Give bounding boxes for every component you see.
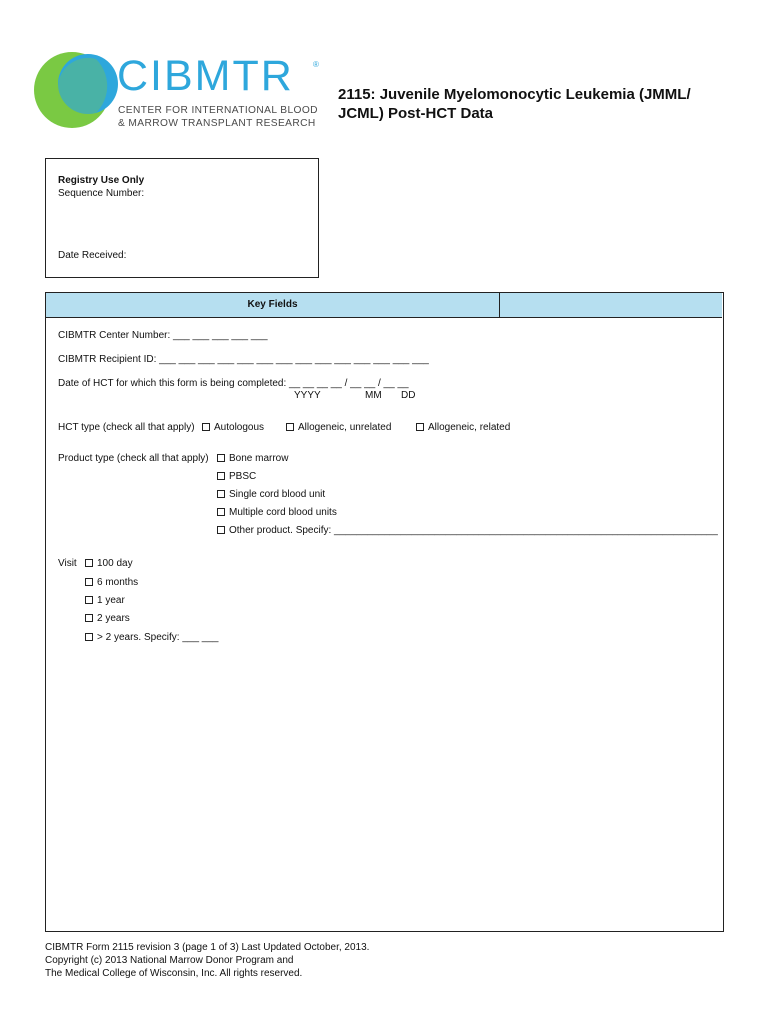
key-fields-section	[45, 292, 724, 932]
yyyy-label: YYYY	[294, 390, 321, 401]
product-single-cord[interactable]	[217, 489, 325, 500]
checkbox[interactable]	[217, 472, 225, 480]
hct-type-allogeneic-related[interactable]	[416, 422, 510, 433]
product-bone-marrow[interactable]	[217, 453, 288, 464]
checkbox[interactable]	[85, 596, 93, 604]
hct-type-label: HCT type (check all that apply)	[58, 422, 195, 433]
product-multiple-cord[interactable]	[217, 507, 337, 518]
dd-label: DD	[401, 390, 416, 401]
option-label: 2 years	[97, 613, 130, 624]
visit-label: Visit	[58, 558, 77, 569]
checkbox[interactable]	[217, 454, 225, 462]
option-label: Allogeneic, related	[428, 422, 511, 433]
option-label: Allogeneic, unrelated	[298, 422, 392, 433]
visit-6-months[interactable]	[85, 577, 138, 588]
center-number-field[interactable]: CIBMTR Center Number: ___ ___ ___ ___ ___	[58, 330, 268, 341]
registry-title: Registry Use Only	[58, 175, 145, 186]
checkbox[interactable]	[202, 423, 210, 431]
checkbox[interactable]	[85, 559, 93, 567]
mm-label: MM	[365, 390, 382, 401]
visit-2-years[interactable]	[85, 613, 130, 624]
checkbox[interactable]	[85, 614, 93, 622]
checkbox[interactable]	[85, 633, 93, 641]
date-of-hct-field[interactable]: Date of HCT for which this form is being completed: __ __ __ __ / __ __ / __ __	[58, 378, 409, 389]
registry-use-box	[45, 158, 319, 278]
option-label: Bone marrow	[229, 453, 289, 464]
registered-mark: ®	[313, 60, 319, 69]
option-label: Multiple cord blood units	[229, 507, 337, 518]
visit-100-day[interactable]	[85, 558, 133, 569]
form-footer	[45, 941, 369, 980]
option-label: Single cord blood unit	[229, 489, 326, 500]
visit-1-year[interactable]	[85, 595, 125, 606]
option-label: 100 day	[97, 558, 133, 569]
option-label: > 2 years. Specify: ___ ___	[97, 632, 219, 643]
option-label: PBSC	[229, 471, 257, 482]
product-other[interactable]	[217, 525, 718, 536]
checkbox[interactable]	[85, 578, 93, 586]
product-pbsc[interactable]	[217, 471, 256, 482]
option-label: 6 months	[97, 577, 139, 588]
header-divider	[499, 293, 500, 317]
key-fields-title: Key Fields	[247, 299, 298, 310]
key-fields-header	[46, 293, 722, 318]
checkbox[interactable]	[286, 423, 294, 431]
footer-line-2: Copyright (c) 2013 National Marrow Donor Program and	[45, 955, 294, 966]
footer-line-3: The Medical College of Wisconsin, Inc. All rights reserved.	[45, 968, 303, 979]
brand-subtitle-line-1: CENTER FOR INTERNATIONAL BLOOD	[118, 105, 318, 116]
footer-line-1: CIBMTR Form 2115 revision 3 (page 1 of 3) Last Updated October, 2013.	[45, 942, 370, 953]
checkbox[interactable]	[416, 423, 424, 431]
checkbox[interactable]	[217, 508, 225, 516]
product-type-label: Product type (check all that apply)	[58, 453, 209, 464]
checkbox[interactable]	[217, 490, 225, 498]
brand-name: CIBMTR	[117, 52, 294, 100]
visit-over-2-years[interactable]	[85, 632, 218, 643]
option-label: 1 year	[97, 595, 125, 606]
brand-subtitle	[118, 104, 318, 130]
form-title: 2115: Juvenile Myelomonocytic Leukemia (JMML/ JCML) Post-HCT Data	[338, 86, 691, 122]
sequence-number-field[interactable]: Sequence Number:	[58, 188, 145, 199]
recipient-id-field[interactable]: CIBMTR Recipient ID: ___ ___ ___ ___ ___ ___ ___ ___ ___ ___ ___ ___ ___ ___	[58, 354, 429, 365]
brand-subtitle-line-2: & MARROW TRANSPLANT RESEARCH	[118, 118, 316, 129]
option-label: Autologous	[214, 422, 265, 433]
hct-type-allogeneic-unrelated[interactable]	[286, 422, 391, 433]
hct-type-autologous[interactable]	[202, 422, 264, 433]
option-label: Other product. Specify: _____________________________________________________________________	[229, 525, 718, 536]
checkbox[interactable]	[217, 526, 225, 534]
date-received-field[interactable]: Date Received:	[58, 250, 127, 261]
